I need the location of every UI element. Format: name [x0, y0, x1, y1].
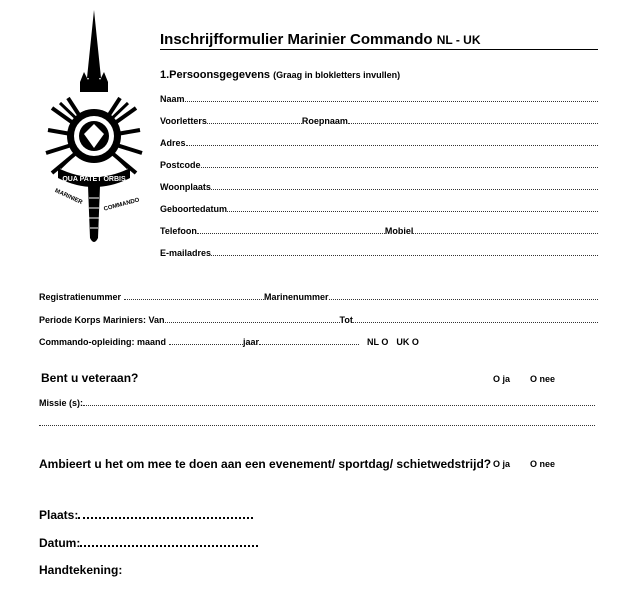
uk-option[interactable]: UK O [396, 337, 419, 347]
geboortedatum-row: Geboortedatum [160, 203, 598, 215]
handtekening-row: Handtekening: [39, 563, 123, 577]
adres-row: Adres [160, 137, 598, 149]
naam-row: Naam [160, 93, 598, 105]
periode-row: Periode Korps Mariniers: Van Tot [39, 314, 598, 326]
veteraan-question: Bent u veteraan? [41, 371, 139, 385]
svg-text:COMMANDO: COMMANDO [103, 197, 141, 213]
opleiding-row: Commando-opleiding: maand jaar NL O UK O [39, 337, 419, 347]
opleiding-jaar-field[interactable] [259, 336, 359, 345]
crown-icon [80, 63, 108, 92]
woonplaats-field[interactable] [211, 181, 598, 190]
plaats-field[interactable] [78, 507, 253, 519]
adres-field[interactable] [186, 137, 598, 146]
woonplaats-row: Woonplaats [160, 181, 598, 193]
naam-field[interactable] [185, 93, 598, 102]
opleiding-maand-field[interactable] [169, 336, 243, 345]
voorletters-field[interactable] [207, 115, 302, 124]
email-row: E-mailadres [160, 247, 598, 259]
nl-option[interactable]: NL O [367, 337, 389, 347]
svg-text:MARINIER: MARINIER [53, 188, 84, 207]
mobiel-field[interactable] [413, 225, 598, 234]
periode-tot-field[interactable] [353, 314, 598, 323]
form-title: Inschrijfformulier Marinier Commando NL - UK [160, 31, 481, 48]
periode-van-field[interactable] [165, 314, 340, 323]
roepnaam-field[interactable] [348, 115, 598, 124]
telefoon-field[interactable] [197, 225, 385, 234]
veteraan-ja-option[interactable]: O ja [493, 374, 511, 384]
datum-row: Datum: [39, 535, 258, 550]
geboortedatum-field[interactable] [227, 203, 598, 212]
svg-text:QUA PATET ORBIS: QUA PATET ORBIS [62, 176, 126, 183]
datum-field[interactable] [80, 535, 258, 547]
email-field[interactable] [211, 247, 598, 256]
postcode-row: Postcode [160, 159, 598, 171]
registratienummer-field[interactable] [124, 291, 264, 300]
evenement-ja-option[interactable]: O ja [493, 459, 511, 469]
telefoon-row: Telefoon Mobiel [160, 225, 598, 237]
plaats-row: Plaats: [39, 507, 253, 522]
missie-field[interactable] [83, 397, 595, 406]
voorletters-row: Voorletters Roepnaam [160, 115, 598, 127]
veteraan-nee-option[interactable]: O nee [530, 374, 556, 384]
dagger-grip [88, 186, 100, 242]
korps-mariniers-emblem [38, 8, 150, 250]
missie-field-line-2[interactable] [39, 424, 595, 426]
registratienummer-row: Registratienummer Marinenummer [39, 291, 598, 303]
evenement-nee-option[interactable]: O nee [530, 459, 556, 469]
missie-row: Missie (s): [39, 397, 595, 409]
postcode-field[interactable] [201, 159, 598, 168]
section-heading: 1.Persoonsgegevens (Graag in blokletters invullen) [160, 69, 401, 81]
title-rule [160, 49, 598, 50]
evenement-question: Ambieert u het om mee te doen aan een evenement/ sportdag/ schietwedstrijd? [39, 457, 492, 471]
marinenummer-field[interactable] [329, 291, 598, 300]
